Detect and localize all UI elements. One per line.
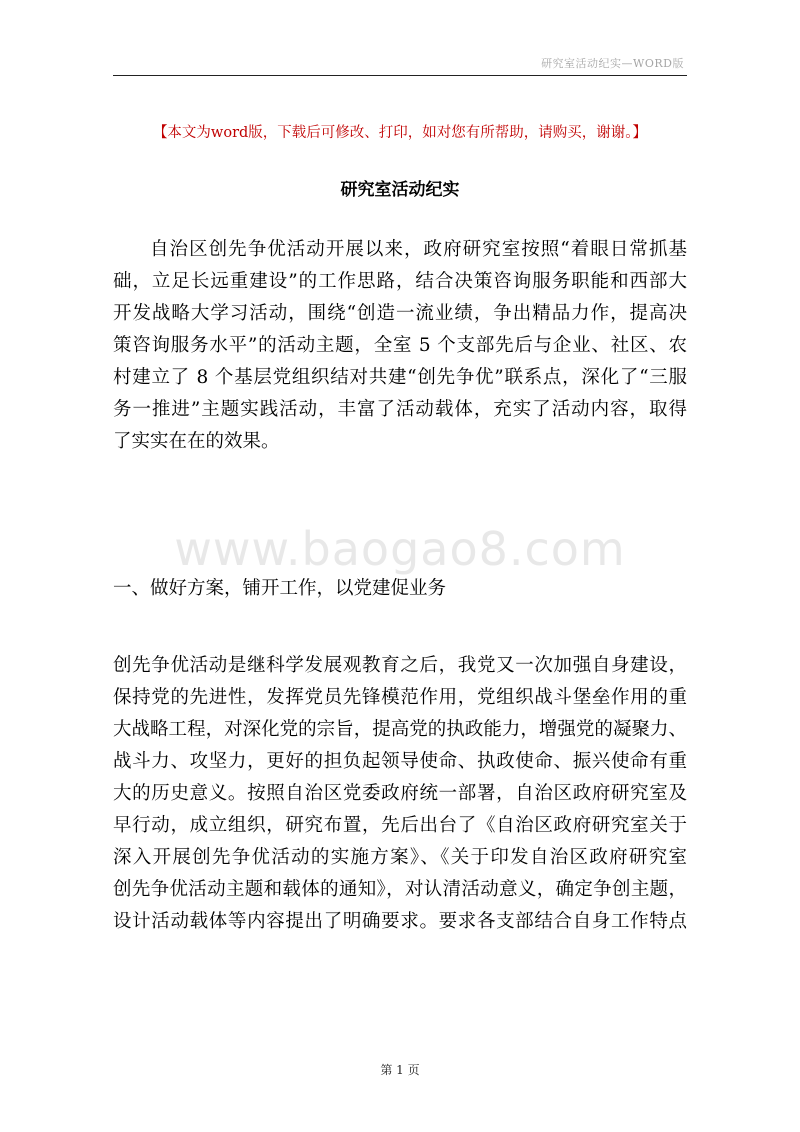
- section-heading: 一、做好方案，铺开工作，以党建促业务: [113, 578, 447, 599]
- paragraph-line: 自治区创先争优活动开展以来，政府研究室按照“着眼日常抓基: [150, 239, 687, 260]
- paragraph-line: 大战略工程，对深化党的宗旨，提高党的执政能力，增强党的凝聚力、: [113, 719, 687, 740]
- download-notice: 【本文为word版，下载后可修改、打印，如对您有所帮助，请购买，谢谢。】: [152, 125, 648, 141]
- intro-paragraph: [113, 234, 687, 458]
- paragraph-line: 创先争优活动是继科学发展观教育之后，我党又一次加强自身建设，: [113, 655, 687, 676]
- paragraph-line: 保持党的先进性，发挥党员先锋模范作用，党组织战斗堡垒作用的重: [113, 687, 687, 708]
- header-divider: [113, 75, 687, 76]
- paragraph-line: 础，立足长远重建设”的工作思路，结合决策咨询服务职能和西部大: [113, 271, 687, 292]
- paragraph-line: 开发战略大学习活动，围绕“创造一流业绩，争出精品力作，提高决: [113, 303, 687, 324]
- paragraph-line: 策咨询服务水平”的活动主题，全室 5 个支部先后与企业、社区、农: [113, 335, 687, 356]
- paragraph-line: 了实实在在的效果。: [113, 431, 280, 452]
- paragraph-line: 务一推进”主题实践活动，丰富了活动载体，充实了活动内容，取得: [113, 399, 687, 420]
- paragraph-line: 大的历史意义。按照自治区党委政府统一部署，自治区政府研究室及: [113, 783, 687, 804]
- running-header: 研究室活动纪实—WORD版: [541, 57, 684, 70]
- paragraph-line: 深入开展创先争优活动的实施方案》、《关于印发自治区政府研究室: [113, 847, 687, 868]
- paragraph-line: 设计活动载体等内容提出了明确要求。要求各支部结合自身工作特点: [113, 911, 687, 932]
- paragraph-line: 村建立了 8 个基层党组织结对共建“创先争优”联系点，深化了“三服: [113, 367, 687, 388]
- paragraph-line: 战斗力、攻坚力，更好的担负起领导使命、执政使命、振兴使命有重: [113, 751, 687, 772]
- body-paragraph: [113, 650, 687, 938]
- watermark: www.baogao8.com: [174, 522, 626, 576]
- paragraph-line: 创先争优活动主题和载体的通知》，对认清活动意义，确定争创主题，: [113, 879, 687, 900]
- paragraph-line: 早行动，成立组织，研究布置，先后出台了《自治区政府研究室关于: [113, 815, 687, 836]
- document-title: 研究室活动纪实: [340, 180, 460, 200]
- page-number: 第 1 页: [380, 1063, 420, 1077]
